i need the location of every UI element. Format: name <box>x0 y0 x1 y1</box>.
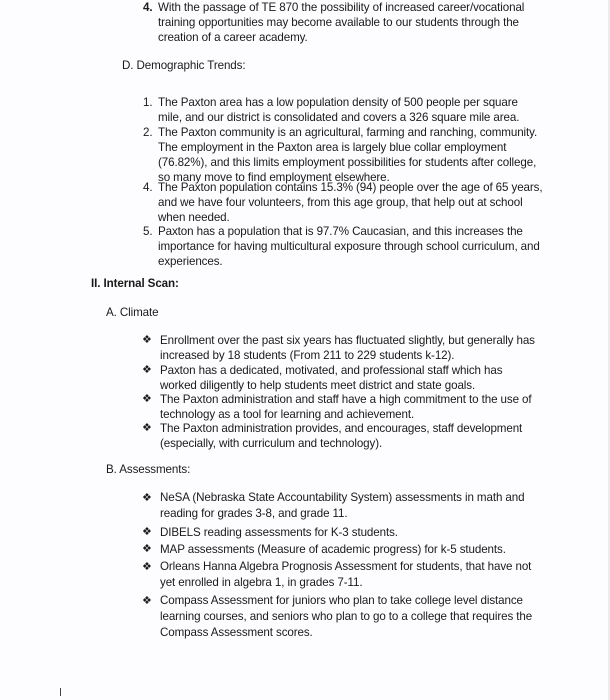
diamond-bullet-icon: ❖ <box>142 334 152 346</box>
bullet-text: DIBELS reading assessments for K-3 students. <box>160 526 398 539</box>
bullet-text: The Paxton administration and staff have a high commitment to the use of technology as a tool for learning and achievement. <box>160 393 532 421</box>
bullet-item <box>142 421 542 451</box>
item-number: 5. <box>143 225 153 238</box>
diamond-bullet-icon: ❖ <box>142 543 152 555</box>
section-heading-demographic-trends: D. Demographic Trends: <box>122 59 246 72</box>
diamond-bullet-icon: ❖ <box>142 595 152 607</box>
list-item-career-academy <box>143 0 543 45</box>
diamond-bullet-icon: ❖ <box>142 492 152 504</box>
bullet-text: The Paxton administration provides, and encourages, staff development (especially, with curriculum and technology). <box>160 422 523 450</box>
bullet-item <box>142 542 542 557</box>
item-text: Paxton has a population that is 97.7% Caucasian, and this increases the importance for having multicultural exposure through school curriculum, and experiences. <box>158 225 540 268</box>
bullet-item <box>142 392 542 422</box>
diamond-bullet-icon: ❖ <box>142 422 152 434</box>
bullet-text: Compass Assessment for juniors who plan to take college level distance learning courses, and seniors who plan to go to a college that requires the Compass Assessment scores. <box>160 594 533 639</box>
bullet-item <box>142 559 547 591</box>
bullet-item <box>142 593 542 641</box>
diamond-bullet-icon: ❖ <box>142 526 152 538</box>
diamond-bullet-icon: ❖ <box>142 364 152 376</box>
item-number: 1. <box>143 96 153 109</box>
bullet-text: Paxton has a dedicated, motivated, and professional staff which has worked diligently to help students meet district and state goals. <box>160 364 503 392</box>
list-item <box>143 180 548 225</box>
item-text: The Paxton area has a low population density of 500 people per square mile, and our district is consolidated and covers a 326 square mile area. <box>158 96 520 124</box>
item-number: 2. <box>143 126 153 139</box>
section-heading-internal-scan: II. Internal Scan: <box>91 277 179 290</box>
bullet-text: Enrollment over the past six years has fluctuated slightly, but generally has increased by 18 students (From 211 to 229 students k-12). <box>160 334 535 362</box>
bullet-item <box>142 333 542 363</box>
bullet-item <box>142 525 542 540</box>
item-text: The Paxton population contains 15.3% (94) people over the age of 65 years, and we have four volunteers, from this age group, that help out at school when needed. <box>158 181 543 224</box>
scan-mark <box>60 688 61 696</box>
bullet-text: MAP assessments (Measure of academic progress) for k-5 students. <box>160 543 506 556</box>
subsection-heading-assessments: B. Assessments: <box>106 463 191 476</box>
subsection-heading-climate: A. Climate <box>106 306 159 319</box>
bullet-item <box>142 363 542 393</box>
diamond-bullet-icon: ❖ <box>142 393 152 405</box>
diamond-bullet-icon: ❖ <box>142 561 152 573</box>
bullet-item <box>142 490 542 522</box>
bullet-text: NeSA (Nebraska State Accountability System) assessments in math and reading for grades 3-8, and grade 11. <box>160 491 525 520</box>
item-text: The Paxton community is an agricultural, farming and ranching, community. The employment in the Paxton area is largely blue collar employment (76.82%), and this limits employment possibilities for students after college, so many move to find employment elsewhere. <box>158 126 538 184</box>
list-item <box>143 125 548 185</box>
list-item <box>143 95 543 125</box>
item-number: 4. <box>143 181 153 194</box>
item-number: 4. <box>143 1 153 14</box>
item-text: With the passage of TE 870 the possibility of increased career/vocational training opportunities may become available to our students through the creation of a career academy. <box>158 1 525 44</box>
list-item <box>143 224 548 269</box>
bullet-text: Orleans Hanna Algebra Prognosis Assessment for students, that have not yet enrolled in algebra 1, in grades 7-11. <box>160 560 532 589</box>
